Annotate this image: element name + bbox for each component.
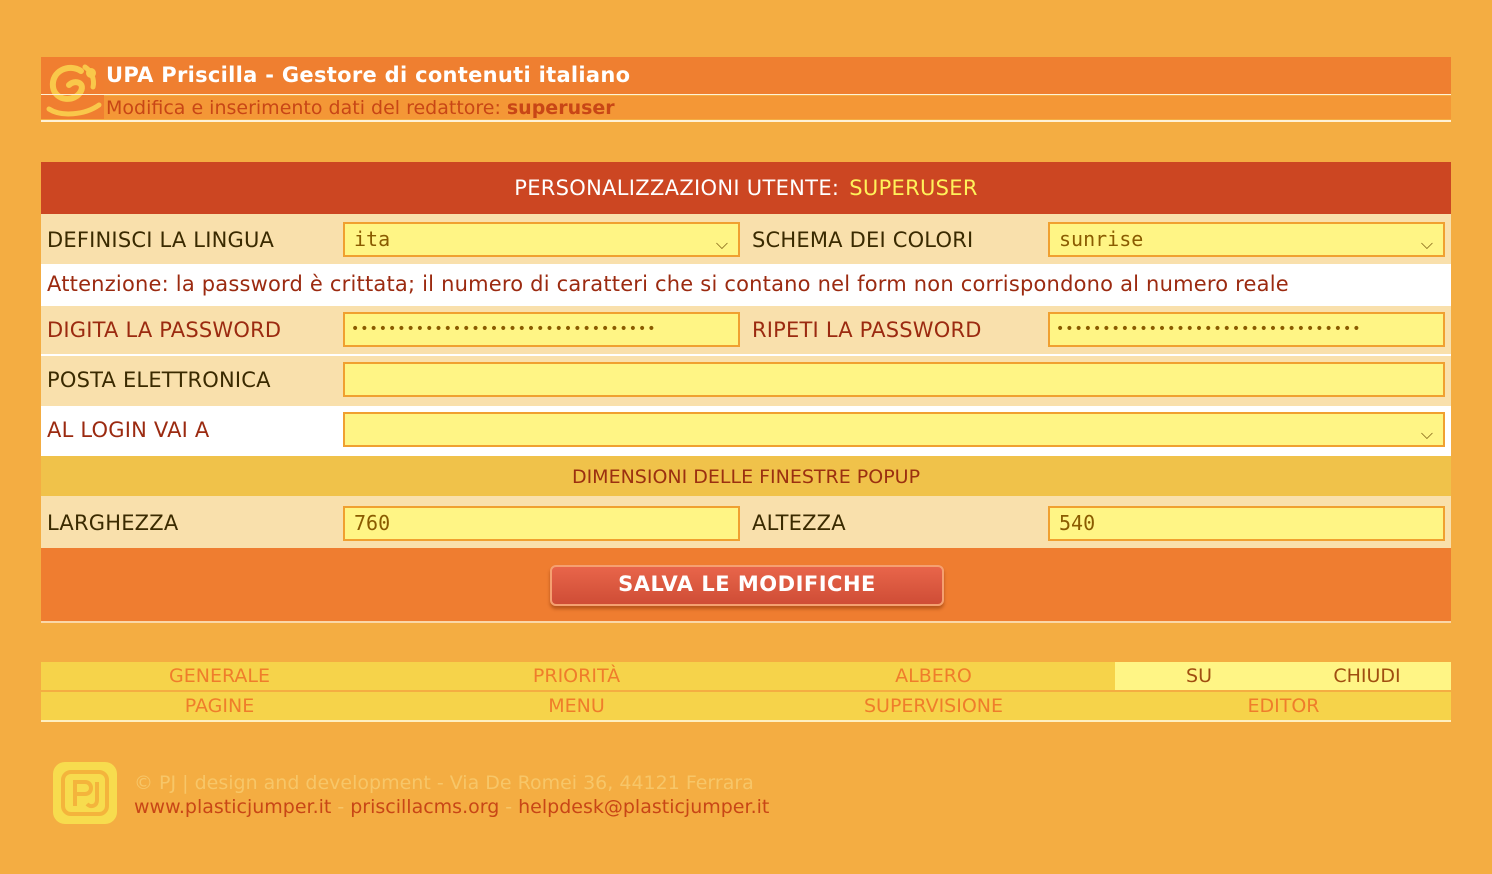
pj-logo-icon[interactable] (53, 762, 117, 824)
nav-link-menu[interactable]: MENU (548, 695, 605, 717)
repeat-password-label: RIPETI LA PASSWORD (752, 318, 982, 342)
repeat-password-input[interactable]: ••••••••••••••••••••••••••••••••• (1048, 312, 1445, 347)
nav-link-albero[interactable]: ALBERO (895, 665, 972, 687)
footer-link-plasticjumper[interactable]: www.plasticjumper.it (134, 796, 332, 818)
footer-links (134, 796, 769, 818)
panel-title-user: SUPERUSER (849, 176, 978, 200)
login-goto-label: AL LOGIN VAI A (47, 418, 210, 442)
chevron-down-icon: ⌵ (1420, 234, 1433, 253)
panel-title (41, 162, 1451, 214)
language-select[interactable] (343, 222, 740, 257)
subtitle-text: Modifica e inserimento dati del redattore: (106, 97, 501, 119)
chevron-down-icon: ⌵ (715, 234, 728, 253)
height-label: ALTEZZA (752, 511, 846, 535)
color-scheme-select-value: sunrise (1059, 227, 1144, 251)
nav-row-2 (41, 692, 1451, 722)
language-select-value: ita (354, 227, 391, 251)
bottom-navigation (41, 662, 1451, 722)
app-header (41, 57, 1451, 122)
subtitle-bar (104, 96, 1451, 119)
email-row (41, 356, 1451, 406)
footer-separator: - (337, 796, 345, 818)
color-scheme-label: SCHEMA DEI COLORI (752, 228, 974, 252)
editor-name: superuser (506, 97, 615, 119)
email-label: POSTA ELETTRONICA (47, 368, 271, 392)
title-bar (104, 57, 1451, 94)
nav-link-supervisione[interactable]: SUPERVISIONE (863, 695, 1004, 717)
nav-link-editor[interactable]: EDITOR (1247, 695, 1320, 717)
subtitle (106, 97, 615, 119)
nav-link-priorita[interactable]: PRIORITÀ (532, 665, 621, 687)
nav-link-su[interactable]: SU (1186, 665, 1212, 687)
password-row (41, 306, 1451, 354)
width-input[interactable]: 760 (343, 506, 740, 541)
email-input[interactable] (343, 362, 1445, 397)
popup-size-row (41, 496, 1451, 548)
width-label: LARGHEZZA (47, 511, 179, 535)
panel-title-text: PERSONALIZZAZIONI UTENTE: (514, 176, 840, 200)
app-title: UPA Priscilla - Gestore di contenuti italiano (106, 63, 631, 87)
footer-link-priscillacms[interactable]: priscillacms.org (350, 796, 500, 818)
password-input[interactable]: ••••••••••••••••••••••••••••••••• (343, 312, 740, 347)
password-label: DIGITA LA PASSWORD (47, 318, 282, 342)
save-button[interactable]: SALVA LE MODIFICHE (550, 565, 944, 606)
nav-link-pagine[interactable]: PAGINE (184, 695, 255, 717)
user-preferences-panel (41, 162, 1451, 623)
login-goto-row (41, 406, 1451, 456)
header-divider (41, 94, 1451, 95)
nav-link-chiudi[interactable]: CHIUDI (1333, 665, 1401, 687)
language-row (41, 214, 1451, 264)
priscilla-logo-icon (41, 57, 104, 119)
footer-separator: - (505, 796, 513, 818)
color-scheme-select[interactable] (1048, 222, 1445, 257)
login-goto-select[interactable] (343, 412, 1445, 447)
save-bar (41, 548, 1451, 623)
footer-link-helpdesk[interactable]: helpdesk@plasticjumper.it (518, 796, 770, 818)
language-label: DEFINISCI LA LINGUA (47, 228, 275, 252)
password-notice-row (41, 264, 1451, 306)
header-bottom-rule (41, 120, 1451, 122)
chevron-down-icon: ⌵ (1420, 424, 1433, 443)
nav-row-1 (41, 662, 1451, 690)
popup-section-header: DIMENSIONI DELLE FINESTRE POPUP (41, 456, 1451, 496)
footer-credits: © PJ | design and development - Via De Romei 36, 44121 Ferrara (134, 772, 754, 794)
password-notice: Attenzione: la password è crittata; il numero di caratteri che si contano nel form non corrispondono al numero reale (47, 272, 1289, 296)
nav-link-generale[interactable]: GENERALE (169, 665, 270, 687)
height-input[interactable]: 540 (1048, 506, 1445, 541)
